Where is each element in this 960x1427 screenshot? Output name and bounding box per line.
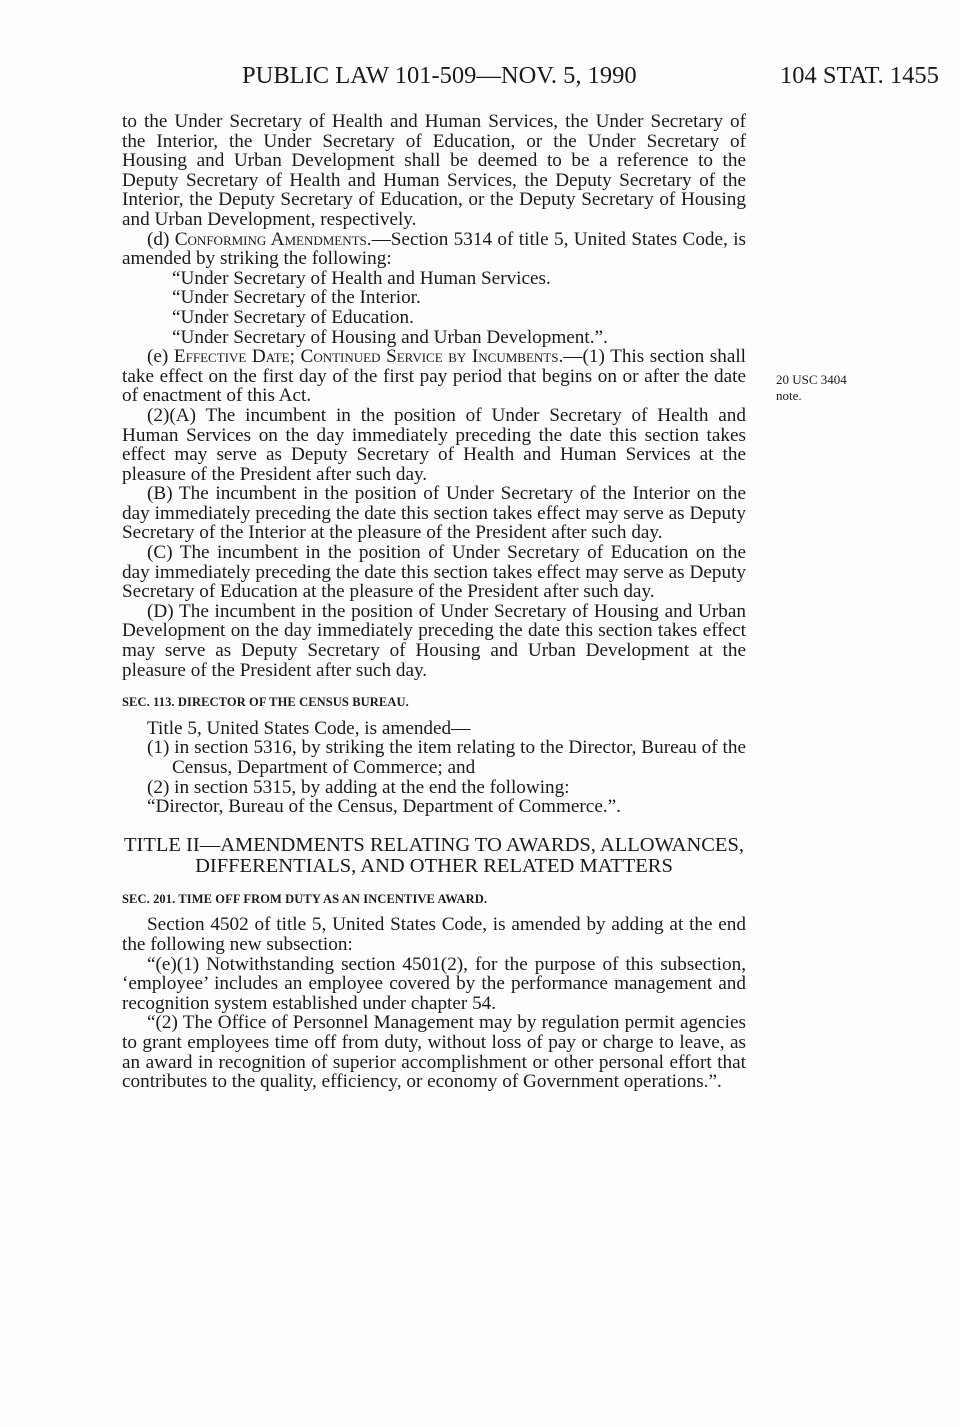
margin-note-line: note.	[776, 388, 802, 403]
quoted-line: “Under Secretary of Housing and Urban Development.”.	[172, 326, 608, 348]
running-head: PUBLIC LAW 101-509—NOV. 5, 1990	[242, 62, 637, 89]
subsection-e-heading: Effective Date; Continued Service by Incumbents.	[173, 346, 564, 368]
paragraph-C: (C) The incumbent in the position of Under Secretary of Education on the day immediately preceding the date this section takes effect may serve as Deputy Secretary of Education at the pleasure of the President after such day.	[122, 542, 746, 603]
section-113-quote: “Director, Bureau of the Census, Department of Commerce.”.	[147, 796, 621, 818]
section-113-intro: Title 5, United States Code, is amended—	[147, 717, 471, 739]
margin-note-line: 20 USC 3404	[776, 372, 847, 387]
quoted-line: “Under Secretary of Health and Human Services.	[172, 267, 551, 289]
section-201-subsection-e2: “(2) The Office of Personnel Management may by regulation permit agencies to grant employees time off from duty, without loss of pay or charge to leave, as an award in recognition of superior accomplishment or other personal effort that contributes to the quality, efficiency, or economy of Government operations.”.	[122, 1012, 746, 1093]
paragraph-intro: to the Under Secretary of Health and Human Services, the Under Secretary of the Interior, the Under Secretary of Education, or the Under Secretary of Housing and Urban Development shall be deemed to be a reference to the Deputy Secretary of Health and Human Services, the Deputy Secretary of the Interior, the Deputy Secretary of Education, or the Deputy Secretary of Housing and Urban Development, respectively.	[122, 111, 746, 230]
margin-note	[776, 372, 886, 404]
paragraph-2A: (2)(A) The incumbent in the position of Under Secretary of Health and Human Services on the day immediately preceding the date this section takes effect may serve as Deputy Secretary of Health and Human Services at the pleasure of the President after such day.	[122, 404, 746, 485]
subsection-e: (e) Effective Date; Continued Service by Incumbents.—(1) This section shall take effect on the first day of the first pay period that begins on or after the date of enactment of this Act.	[122, 346, 747, 407]
paragraph-D: (D) The incumbent in the position of Under Secretary of Housing and Urban Development on the day immediately preceding the date this section takes effect may serve as Deputy Secretary of Housing and Urban Development at the pleasure of the President after such day.	[122, 600, 746, 681]
page-header	[0, 62, 960, 98]
page-body	[122, 112, 746, 1092]
section-113-item: (2) in section 5315, by adding at the end the following:	[147, 776, 570, 798]
section-113-heading: SEC. 113. DIRECTOR OF THE CENSUS BUREAU.	[122, 695, 409, 710]
section-201-intro: Section 4502 of title 5, United States Code, is amended by adding at the end the following new subsection:	[122, 914, 746, 955]
paragraph-B: (B) The incumbent in the position of Under Secretary of the Interior on the day immediately preceding the date this section takes effect may serve as Deputy Secretary of the Interior at the pleasure of the President after such day.	[122, 483, 746, 544]
subsection-d: (d) Conforming Amendments.—Section 5314 of title 5, United States Code, is amended by striking the following:	[122, 228, 746, 270]
statute-citation: 104 STAT. 1455	[780, 62, 939, 89]
quoted-line: “Under Secretary of Education.	[172, 306, 414, 328]
section-113-item: (1) in section 5316, by striking the item relating to the Director, Bureau of the Census, Department of Commerce; and	[147, 737, 746, 778]
section-201-heading: SEC. 201. TIME OFF FROM DUTY AS AN INCENTIVE AWARD.	[122, 891, 488, 906]
title-ii-heading: TITLE II—AMENDMENTS RELATING TO AWARDS, ALLOWANCES, DIFFERENTIALS, AND OTHER RELATED MATTERS	[124, 833, 744, 877]
quoted-line: “Under Secretary of the Interior.	[172, 287, 421, 309]
subsection-d-heading: Conforming Amendments.	[174, 228, 372, 250]
section-201-subsection-e1: “(e)(1) Notwithstanding section 4501(2), for the purpose of this subsection, ‘employee’ includes an employee covered by the performance management and recognition system established under chapter 54.	[122, 953, 746, 1014]
